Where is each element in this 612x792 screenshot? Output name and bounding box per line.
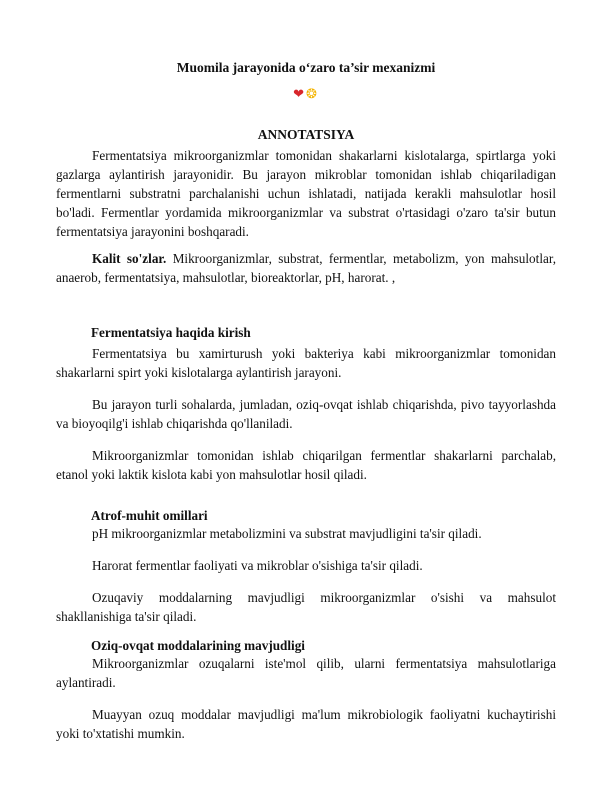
keywords xyxy=(56,249,556,287)
paragraph: Fermentatsiya bu xamirturush yoki bakteriya kabi mikroorganizmlar tomonidan shakarlarni spirt yoki kislotalarga aylantirish jarayoni. xyxy=(56,346,556,380)
keywords-text: Mikroorganizmlar, substrat, fermentlar, metabolizm, yon mahsulotlar, anaerob, fermentatsiya, mahsulotlar, bioreaktorlar, pH, harorat. , xyxy=(56,251,556,285)
keywords-label: Kalit so'zlar. xyxy=(92,251,167,266)
paragraph: Harorat fermentlar faoliyati va mikroblar o'sishiga ta'sir qiladi. xyxy=(92,558,423,573)
abstract-text: Fermentatsiya mikroorganizmlar tomonidan shakarlarni kislotalarga, spirtlarga yoki gazlarga aylantirish jarayonidir. Bu jarayon mikroblar tomonidan ishlab chiqariladigan fermentlarni substratni parchalanishi uchun ishlatadi, natijada kerakli mahsulotlar hosil bo'ladi. Fermentlar yordamida mikroorganizmlar va substrat o'rtasidagi o'zaro ta'sir butun fermentatsiya jarayonini boshqaradi. xyxy=(56,148,556,239)
sun-icon: ❂ xyxy=(306,86,319,101)
document-title: Muomila jarayonida o‘zaro ta’sir mexanizmi xyxy=(176,60,436,75)
paragraph: Bu jarayon turli sohalarda, jumladan, oziq-ovqat ishlab chiqarishda, pivo tayyorlashda va bioyoqilg'i ishlab chiqarishda qo'llaniladi. xyxy=(56,397,556,431)
paragraph: Mikroorganizmlar tomonidan ishlab chiqarilgan fermentlar shakarlarni parchalab, etanol yoki laktik kislota kabi yon mahsulotlar hosil qiladi. xyxy=(56,448,556,482)
section-heading: Fermentatsiya haqida kirish xyxy=(91,325,251,340)
section-heading: Oziq-ovqat moddalarining mavjudligi xyxy=(91,638,305,653)
paragraph: Ozuqaviy moddalarning mavjudligi mikroorganizmlar o'sishi va mahsulot shakllanishiga ta'sir qiladi. xyxy=(56,590,556,624)
heart-icon: ❤ xyxy=(293,86,306,101)
paragraph: Mikroorganizmlar ozuqalarni iste'mol qilib, ularni fermentatsiya mahsulotlariga aylantiradi. xyxy=(56,656,556,690)
abstract-heading: ANNOTATSIYA xyxy=(257,127,355,142)
paragraph: pH mikroorganizmlar metabolizmini va substrat mavjudligini ta'sir qiladi. xyxy=(92,526,482,541)
title-icons xyxy=(56,86,556,102)
section-heading: Atrof-muhit omillari xyxy=(91,508,208,523)
paragraph: Muayyan ozuq moddalar mavjudligi ma'lum mikrobiologik faoliyatni kuchaytirishi yoki to'xtatishi mumkin. xyxy=(56,707,556,741)
